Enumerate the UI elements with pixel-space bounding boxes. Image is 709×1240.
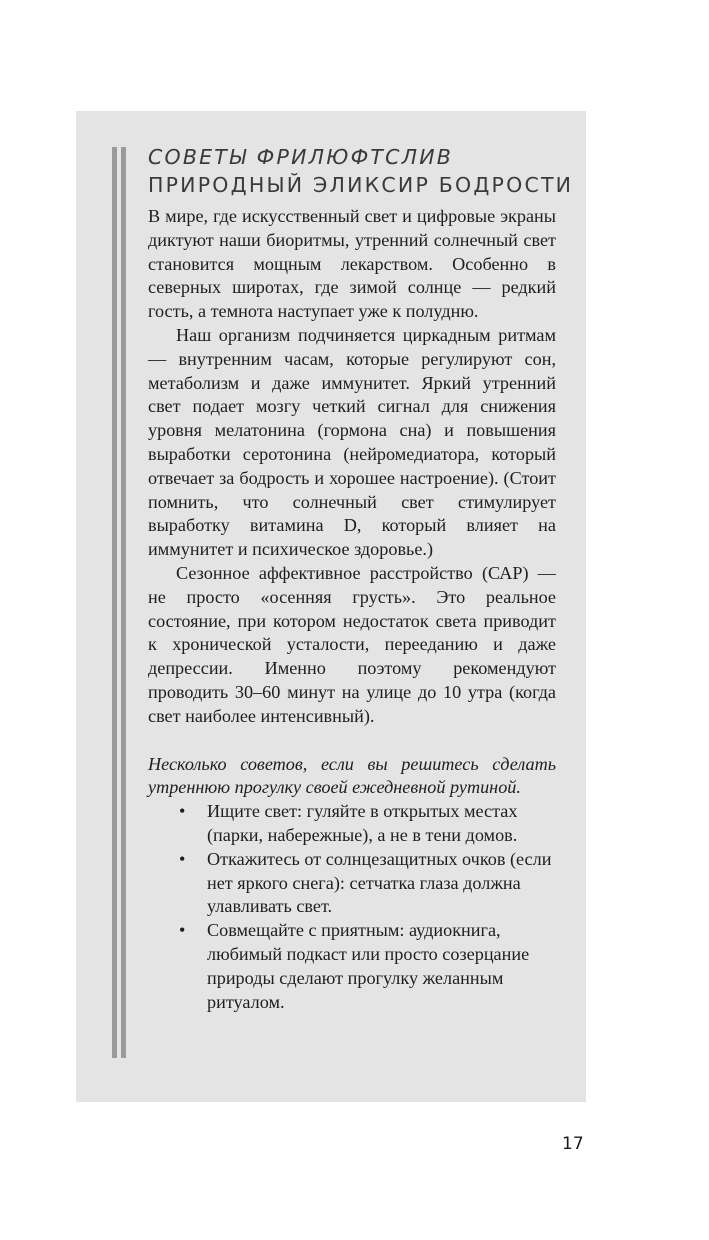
tip-text: Откажитесь от солнцезащитных очков (если нет яркого снега): сетчатка глаза должна улавливать свет. bbox=[207, 848, 552, 917]
paragraph-3: Сезонное аффективное расстройство (САР) — не просто «осенняя грусть». Это реальное состояние, при котором недостаток света приводит к хронической усталости, перееданию и даже депрессии. Именно поэтому рекомендуют проводить 30–60 минут на улице до 10 утра (когда свет наиболее интенсивный). bbox=[148, 562, 556, 726]
bullet-icon: • bbox=[179, 848, 186, 869]
decorative-bar-right bbox=[121, 147, 126, 1058]
bullet-icon: • bbox=[179, 801, 186, 822]
paragraph-2: Наш организм подчиняется циркадным ритмам — внутренним часам, которые регулируют сон, метаболизм и даже иммунитет. Яркий утренний свет подает мозгу четкий сигнал для снижения уровня мелатонина (гормона сна) и повышения выработки серотонина (нейромедиатора, который отвечает за бодрость и хорошее настроение). (Стоит помнить, что солнечный свет стимулирует выработку витамина D, который влияет на иммунитет и психическое здоровье.) bbox=[148, 324, 556, 560]
page-number: 17 bbox=[562, 1134, 584, 1154]
heading-line-2: ПРИРОДНЫЙ ЭЛИКСИР БОДРОСТИ bbox=[148, 173, 574, 197]
paragraph-1: В мире, где искусственный свет и цифровые экраны диктуют наши биоритмы, утренний солнечный свет становится мощным лекарством. Особенно в северных широтах, где зимой солнце — редкий гость, а темнота наступает уже к полудню. bbox=[148, 206, 556, 322]
box-heading bbox=[148, 143, 573, 199]
box-body bbox=[148, 205, 556, 1014]
list-item bbox=[148, 848, 556, 919]
tips-intro: Несколько советов, если вы решитесь сделать утреннюю прогулку своей ежедневной рутиной. bbox=[148, 753, 556, 798]
tip-text: Совмещайте с приятным: аудиокнига, любимый подкаст или просто созерцание природы сделают прогулку желанным ритуалом. bbox=[207, 920, 530, 1012]
list-item bbox=[148, 800, 556, 848]
bullet-icon: • bbox=[179, 920, 186, 941]
tips-list bbox=[148, 800, 556, 1014]
decorative-bar-left bbox=[112, 147, 117, 1058]
list-item bbox=[148, 919, 556, 1014]
tip-text: Ищите свет: гуляйте в открытых местах (парки, набережные), а не в тени домов. bbox=[207, 801, 518, 845]
heading-line-1: СОВЕТЫ ФРИЛЮФТСЛИВ bbox=[148, 145, 454, 169]
